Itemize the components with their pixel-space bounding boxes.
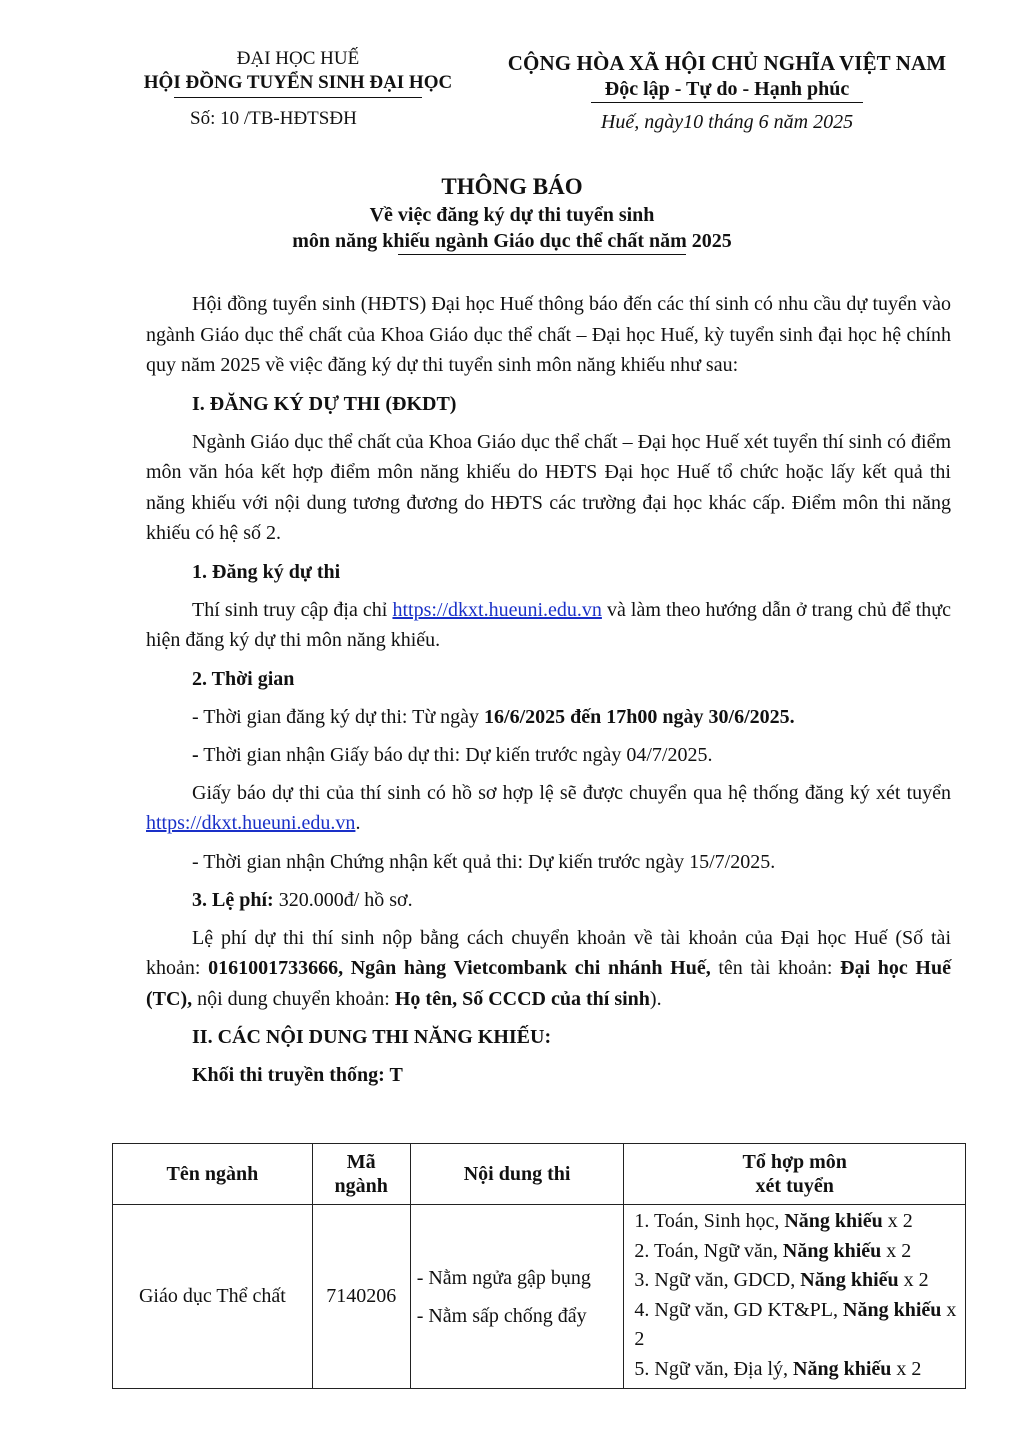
- combination-weight: x 2: [634, 1298, 957, 1350]
- registration-period: [192, 702, 951, 732]
- combination-subjects: 4. Ngữ văn, GD KT&PL,: [634, 1298, 844, 1321]
- header-code: [312, 1144, 410, 1205]
- fee-paragraph: [146, 923, 951, 1015]
- fee-value: 320.000đ/ hồ sơ.: [273, 888, 413, 911]
- fee-text-4: ).: [649, 987, 662, 1010]
- fee-text-1: Lệ phí dự thi thí sinh nộp bằng cách chuyển khoản về tài khoản của Đại học Huế (Số tài khoản:: [146, 926, 951, 979]
- fee-label: 3. Lệ phí:: [192, 888, 274, 911]
- notice-delivery-link[interactable]: https://dkxt.hueuni.edu.vn: [146, 812, 356, 834]
- document-number: Số: 10 /TB-HĐTSĐH: [190, 108, 357, 129]
- account-name: Đại học Huế (TC),: [146, 957, 951, 1010]
- combination-subjects: 3. Ngữ văn, GDCD,: [634, 1269, 801, 1291]
- combination-weight: x 2: [891, 1357, 922, 1380]
- registration-period-value: 16/6/2025 đến 17h00 ngày 30/6/2025.: [484, 705, 795, 728]
- table-row: [113, 1205, 966, 1389]
- notice-subtitle-2: môn năng khiếu ngành Giáo dục thể chất năm 2025: [292, 230, 732, 252]
- notice-body: [146, 289, 951, 1098]
- header-combination: [624, 1144, 966, 1205]
- time-heading: 2. Thời gian: [192, 667, 295, 690]
- header-code-line-2: ngành: [334, 1175, 388, 1197]
- combination-subjects: 5. Ngữ văn, Địa lý,: [634, 1357, 794, 1380]
- combination-subjects: 2. Toán, Ngữ văn,: [634, 1239, 783, 1262]
- issuer-block: [108, 48, 488, 130]
- title-underline: [398, 254, 686, 255]
- combination-subjects: 1. Toán, Sinh học,: [634, 1210, 785, 1232]
- combination-item: [634, 1266, 965, 1296]
- code-cell: 7140206: [312, 1205, 410, 1389]
- nation-name: CỘNG HÒA XÃ HỘI CHỦ NGHĨA VIỆT NAM: [507, 51, 947, 75]
- table-header-row: [113, 1144, 966, 1205]
- notice-title: THÔNG BÁO: [441, 174, 583, 199]
- combination-aptitude: Năng khiếu: [782, 1239, 882, 1262]
- combination-aptitude: Năng khiếu: [793, 1357, 892, 1380]
- content-item: - Nằm sấp chống đẩy: [416, 1304, 587, 1327]
- content-cell: [410, 1205, 624, 1389]
- combination-item: [634, 1296, 965, 1355]
- combination-cell: [624, 1205, 966, 1389]
- org-name: ĐẠI HỌC HUẾ: [236, 48, 360, 69]
- motto-underline: [591, 102, 863, 103]
- registration-link[interactable]: https://dkxt.hueuni.edu.vn: [392, 598, 602, 621]
- combination-weight: x 2: [898, 1269, 929, 1291]
- fee-text-3: nội dung chuyển khoản:: [192, 987, 395, 1010]
- fee-text-2: tên tài khoản:: [710, 957, 841, 979]
- combination-aptitude: Năng khiếu: [843, 1298, 942, 1321]
- major-cell: Giáo dục Thể chất: [113, 1205, 313, 1389]
- intro-paragraph: Hội đồng tuyển sinh (HĐTS) Đại học Huế thông báo đến các thí sinh có nhu cầu dự tuyển vào ngành Giáo dục thể chất của Khoa Giáo dục thể chất – Đại học Huế, kỳ tuyển sinh đại học hệ chính quy năm 2025 về việc đăng ký dự thi tuyển sinh môn năng khiếu như sau:: [146, 293, 951, 376]
- combination-item: [634, 1355, 965, 1385]
- combination-item: [634, 1237, 965, 1267]
- combination-aptitude: Năng khiếu: [784, 1210, 883, 1232]
- section-2-heading: II. CÁC NỘI DUNG THI NĂNG KHIẾU:: [192, 1026, 552, 1048]
- motto: Độc lập - Tự do - Hạnh phúc: [604, 78, 850, 100]
- header-combination-line-1: Tổ hợp môn: [742, 1151, 847, 1173]
- registration-heading: 1. Đăng ký dự thi: [192, 560, 341, 583]
- transfer-content: Họ tên, Số CCCD của thí sinh: [394, 987, 650, 1010]
- registration-text: Thí sinh truy cập địa chỉ: [192, 598, 393, 621]
- registration-paragraph: [146, 595, 951, 656]
- notice-subtitle-1: Về việc đăng ký dự thi tuyển sinh: [369, 204, 655, 226]
- exam-table: [112, 1143, 966, 1389]
- header-major: Tên ngành: [113, 1144, 313, 1205]
- combination-weight: x 2: [881, 1239, 912, 1262]
- notice-delivery-paragraph: [146, 778, 951, 839]
- combination-item: [634, 1207, 965, 1237]
- content-item: - Nằm ngửa gập bụng: [416, 1266, 591, 1289]
- bullet-dash: -: [192, 743, 199, 766]
- result-certificate-date: - Thời gian nhận Chứng nhận kết quả thi: Dự kiến trước ngày 15/7/2025.: [192, 850, 776, 873]
- issuer-underline: [174, 97, 422, 98]
- fee-line: [192, 885, 951, 915]
- combination-aptitude: Năng khiếu: [800, 1269, 899, 1291]
- notice-title-block: [0, 172, 1024, 255]
- council-name: HỘI ĐỒNG TUYỂN SINH ĐẠI HỌC: [143, 72, 453, 93]
- issue-date: Huế, ngày10 tháng 6 năm 2025: [600, 111, 854, 133]
- header-content: Nội dung thi: [410, 1144, 624, 1205]
- registration-text-end: và làm theo hướng dẫn ở trang chủ để thực hiện đăng ký dự thi môn năng khiếu.: [146, 598, 952, 651]
- notice-delivery-text: Giấy báo dự thi của thí sinh có hồ sơ hợp lệ sẽ được chuyển qua hệ thống đăng ký xét tuyển: [192, 781, 951, 804]
- notice-delivery-end: .: [355, 812, 361, 834]
- bank-account: 0161001733666, Ngân hàng Vietcombank chi nhánh Huế,: [208, 957, 711, 979]
- exam-block-label: Khối thi truyền thống: T: [192, 1064, 403, 1086]
- combination-weight: x 2: [882, 1210, 913, 1232]
- admission-notice-text: Thời gian nhận Giấy báo dự thi: Dự kiến trước ngày 04/7/2025.: [198, 743, 713, 766]
- section-1-heading: I. ĐĂNG KÝ DỰ THI (ĐKDT): [192, 392, 457, 415]
- registration-period-label: - Thời gian đăng ký dự thi: Từ ngày: [192, 705, 485, 728]
- header-combination-line-2: xét tuyển: [755, 1175, 834, 1197]
- national-header: [488, 50, 966, 134]
- admission-notice-date: [192, 740, 951, 770]
- header-code-line-1: Mã: [346, 1151, 376, 1173]
- section-1-paragraph: Ngành Giáo dục thể chất của Khoa Giáo dục thể chất – Đại học Huế xét tuyển thí sinh có điểm môn văn hóa kết hợp điểm môn năng khiếu do HĐTS Đại học Huế tổ chức hoặc lấy kết quả thi năng khiếu với nội dung tương đương do HĐTS các trường đại học khác cấp. Điểm môn thi năng khiếu có hệ số 2.: [146, 430, 951, 544]
